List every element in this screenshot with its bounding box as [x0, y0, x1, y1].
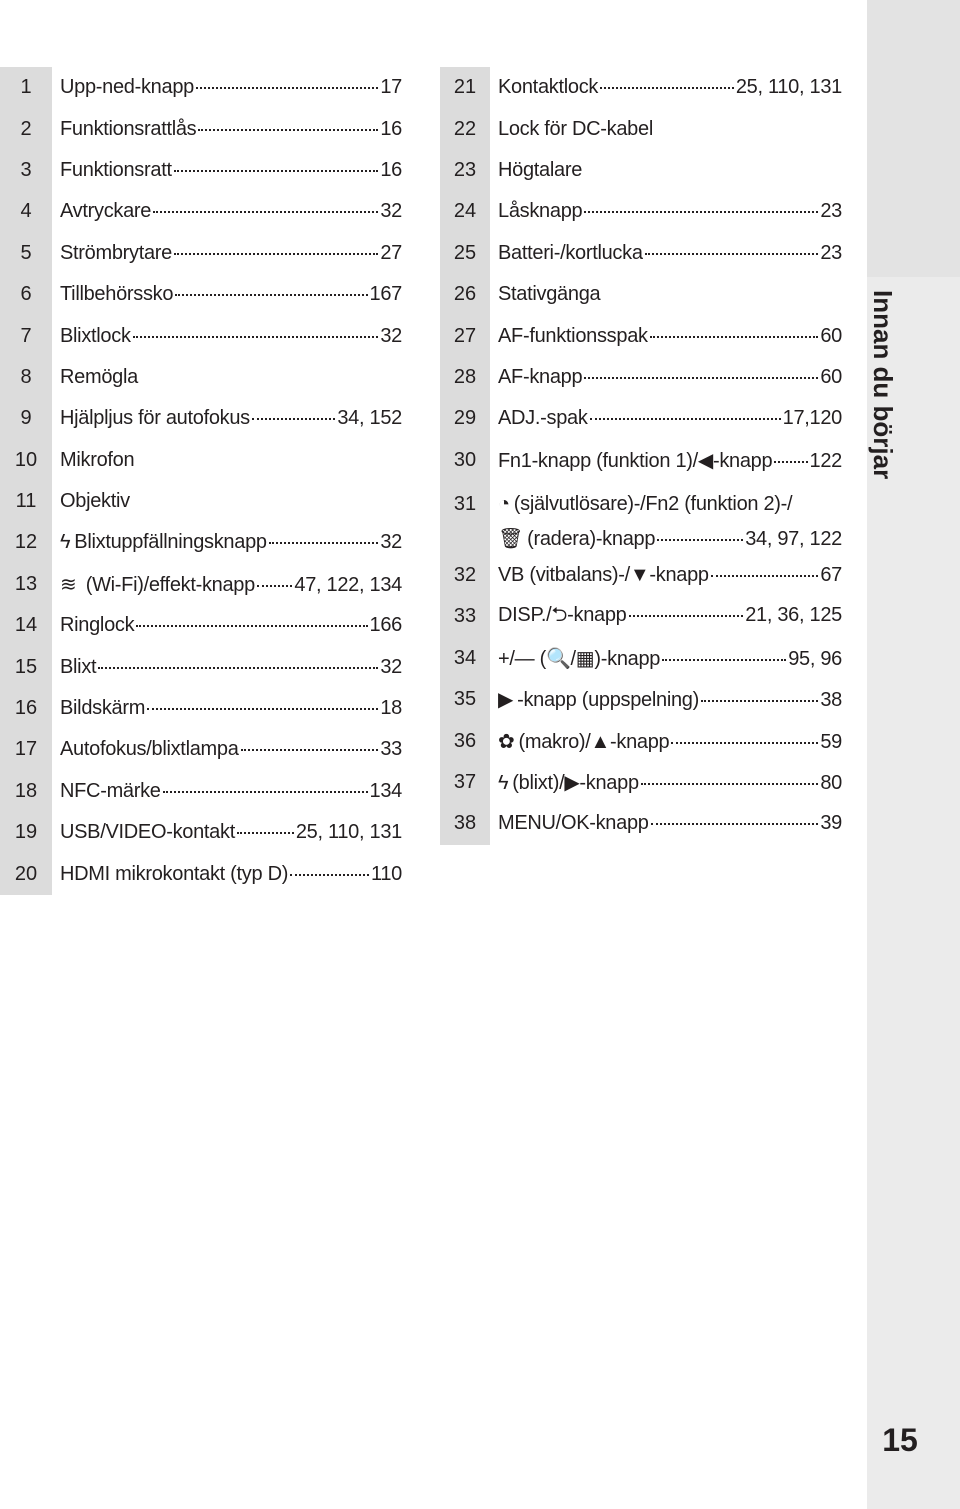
list-item — [440, 191, 860, 232]
item-number: 3 — [20, 158, 32, 181]
item-number: 11 — [15, 490, 37, 513]
leader-dots — [629, 615, 744, 617]
item-label — [60, 159, 172, 182]
item-entry — [490, 242, 860, 265]
item-number: 35 — [453, 688, 477, 711]
item-label — [60, 738, 239, 761]
item-label — [498, 770, 639, 795]
item-label-text: Funktionsrattlås — [60, 117, 197, 140]
list-item — [440, 274, 860, 315]
list-item — [0, 605, 420, 646]
item-label — [498, 448, 772, 473]
list-item — [0, 108, 420, 149]
page-reference: 18 — [380, 697, 402, 720]
item-label — [60, 366, 138, 389]
leader-dots — [198, 129, 378, 131]
item-entry — [490, 76, 860, 99]
list-item — [440, 233, 860, 274]
item-entry — [490, 770, 860, 795]
item-label — [60, 697, 145, 720]
item-label — [498, 812, 649, 835]
item-number: 18 — [14, 779, 38, 802]
item-number: 9 — [20, 407, 32, 430]
item-entry — [52, 366, 420, 389]
item-entry — [490, 687, 860, 712]
item-entry — [490, 564, 860, 587]
item-number: 6 — [20, 283, 32, 306]
list-item — [0, 812, 420, 853]
item-number: 13 — [14, 572, 38, 595]
item-entry — [490, 729, 860, 754]
page-reference: 32 — [380, 531, 402, 554]
item-label-text: ADJ.-spak — [498, 407, 588, 430]
list-item — [0, 646, 420, 687]
item-number: 10 — [14, 448, 38, 471]
item-label — [498, 283, 600, 306]
item-label-text: HDMI mikrokontakt (typ D) — [60, 862, 289, 885]
item-label — [60, 325, 131, 348]
item-number: 16 — [14, 697, 38, 720]
item-label-text: Strömbrytare — [60, 241, 172, 264]
item-label-text: Blixtlock — [60, 324, 131, 347]
page-reference: 110 — [371, 862, 402, 885]
item-entry — [52, 159, 420, 182]
item-label — [498, 729, 669, 754]
item-number: 33 — [453, 605, 477, 628]
trash-icon: 🗑 — [498, 527, 524, 550]
page-reference: 16 — [380, 117, 402, 140]
item-label-text: DISP./⮌-knapp — [498, 603, 627, 626]
list-item — [440, 679, 860, 720]
item-number: 28 — [453, 365, 477, 388]
list-item — [440, 596, 860, 637]
list-item — [0, 729, 420, 770]
item-label-text: Batteri-/kortlucka — [498, 241, 643, 264]
list-item — [440, 357, 860, 398]
item-label — [60, 490, 130, 513]
list-item — [440, 440, 860, 481]
leader-dots — [133, 336, 379, 338]
item-number: 38 — [453, 812, 477, 835]
page-reference: 67 — [820, 564, 842, 587]
item-label — [60, 242, 172, 265]
item-label-text: Autofokus/blixtlampa — [60, 738, 239, 761]
item-label-text: Tillbehörssko — [60, 283, 174, 306]
item-label — [60, 821, 235, 844]
leader-dots — [136, 625, 367, 627]
item-number: 34 — [453, 646, 477, 669]
leader-dots — [711, 575, 819, 577]
item-label — [60, 118, 196, 141]
item-label — [60, 531, 267, 554]
leader-dots — [237, 832, 294, 834]
list-item — [0, 522, 420, 563]
page-reference: 34, 152 — [337, 407, 402, 430]
item-icon: ≋ — [60, 573, 77, 596]
leader-dots — [584, 377, 818, 379]
list-item — [0, 67, 420, 108]
item-label — [60, 76, 194, 99]
item-entry — [490, 366, 860, 389]
item-label — [60, 780, 161, 803]
page-reference: 16 — [380, 158, 402, 181]
item-label — [60, 200, 151, 223]
list-item — [0, 150, 420, 191]
page-reference: 60 — [820, 365, 842, 388]
item-label — [498, 325, 648, 348]
item-label-text: Funktionsratt — [60, 158, 172, 181]
leader-dots — [590, 418, 781, 420]
item-label — [60, 449, 134, 472]
item-number: 27 — [453, 324, 477, 347]
item-entry — [52, 283, 420, 306]
item-entry — [52, 118, 420, 141]
item-label-text: Objektiv — [60, 490, 130, 513]
page-reference: 34, 97, 122 — [745, 527, 842, 550]
leader-dots — [290, 874, 369, 876]
item-entry — [52, 490, 420, 513]
item-number: 36 — [453, 729, 477, 752]
item-entry — [52, 200, 420, 223]
item-number: 5 — [20, 241, 32, 264]
item-label-text: Avtryckare — [60, 200, 152, 223]
parts-list-left — [0, 67, 420, 895]
page-reference: 25, 110, 131 — [295, 821, 402, 844]
item-number: 23 — [453, 158, 477, 181]
page-reference: 80 — [820, 772, 842, 795]
parts-list-right — [440, 67, 860, 845]
item-label — [498, 646, 660, 671]
item-label — [498, 526, 655, 551]
page-reference: 23 — [820, 241, 842, 264]
item-label-text: Bildskärm — [60, 697, 146, 720]
item-label — [60, 407, 250, 430]
item-label — [498, 118, 653, 141]
page-reference: 21, 36, 125 — [745, 603, 842, 626]
item-entry — [490, 200, 860, 223]
item-entry — [52, 407, 420, 430]
leader-dots — [774, 461, 807, 463]
item-label — [498, 493, 792, 516]
item-number: 22 — [453, 117, 477, 140]
item-icon: ϟ — [60, 531, 71, 554]
list-item — [0, 564, 420, 605]
timer-icon: ◔ — [498, 492, 510, 515]
list-item — [440, 315, 860, 356]
leader-dots — [662, 659, 786, 661]
page-reference: 17,120 — [782, 407, 842, 430]
item-label-text: AF-knapp — [498, 365, 583, 388]
list-item — [440, 720, 860, 761]
leader-dots — [600, 87, 734, 89]
list-item — [0, 398, 420, 439]
item-entry — [52, 614, 420, 637]
item-number: 8 — [20, 365, 32, 388]
page-reference: 39 — [820, 812, 842, 835]
item-label — [498, 366, 582, 389]
item-entry — [490, 325, 860, 348]
item-entry — [52, 821, 420, 844]
item-entry — [52, 738, 420, 761]
leader-dots — [174, 170, 379, 172]
item-label — [498, 600, 627, 634]
leader-dots — [269, 542, 379, 544]
list-item — [440, 67, 860, 108]
item-entry — [52, 697, 420, 720]
item-entry — [52, 242, 420, 265]
page-reference: 23 — [820, 200, 842, 223]
item-label — [498, 564, 709, 587]
item-number: 29 — [453, 407, 477, 430]
list-item — [0, 274, 420, 315]
leader-dots — [241, 749, 379, 751]
leader-dots — [645, 253, 819, 255]
item-entry — [52, 572, 420, 597]
leader-dots — [98, 667, 378, 669]
page-number: 15 — [882, 1422, 918, 1458]
item-label-text: NFC-märke — [60, 779, 161, 802]
item-icon: ϟ — [498, 772, 509, 795]
item-label-text: Upp-ned-knapp — [60, 76, 194, 99]
leader-dots — [175, 294, 367, 296]
page-reference: 27 — [380, 241, 402, 264]
page-reference: 122 — [809, 449, 842, 472]
item-label-text: (makro)/▲-knapp — [518, 730, 670, 753]
item-entry — [490, 600, 860, 634]
item-label-text: (blixt)/▶-knapp — [512, 772, 639, 795]
item-label — [498, 76, 598, 99]
list-item — [0, 481, 420, 522]
list-item — [440, 762, 860, 803]
item-label-text: MENU/OK-knapp — [498, 812, 649, 835]
item-label-text: Kontaktlock — [498, 76, 599, 99]
item-number: 17 — [14, 738, 38, 761]
item-label-text: -knapp (uppspelning) — [517, 689, 699, 712]
item-label-text: +/— (🔍/▦)-knapp — [498, 647, 661, 670]
item-label-text: VB (vitbalans)-/▼-knapp — [498, 564, 709, 587]
list-item — [440, 108, 860, 149]
leader-dots — [174, 253, 378, 255]
list-item — [0, 357, 420, 398]
page-reference: 166 — [369, 614, 402, 637]
list-item — [440, 150, 860, 191]
page-reference: 32 — [380, 200, 402, 223]
page-reference: 17 — [380, 76, 402, 99]
list-item — [0, 233, 420, 274]
item-number: 21 — [453, 76, 477, 99]
item-label — [60, 863, 288, 886]
item-number: 20 — [14, 862, 38, 885]
item-label-text: AF-funktionsspak — [498, 324, 648, 347]
item-entry — [490, 283, 860, 306]
item-number: 30 — [453, 448, 477, 471]
list-item — [440, 555, 860, 596]
page-reference: 47, 122, 134 — [294, 573, 402, 596]
leader-dots — [641, 783, 819, 785]
page-reference: 25, 110, 131 — [735, 76, 842, 99]
item-number: 19 — [14, 821, 38, 844]
list-item — [440, 398, 860, 439]
item-label-text: (Wi-Fi)/effekt-knapp — [80, 573, 255, 596]
leader-dots — [701, 700, 818, 702]
item-label — [60, 614, 134, 637]
item-icon: ▶ — [498, 689, 514, 712]
item-label-text: Fn1-knapp (funktion 1)/◀-knapp — [498, 449, 773, 472]
item-label-text: (självutlösare)-/Fn2 (funktion 2)-/ — [513, 492, 793, 515]
item-entry — [490, 407, 860, 430]
item-label — [498, 200, 582, 223]
page-reference: 32 — [380, 324, 402, 347]
item-number: 4 — [20, 200, 32, 223]
item-label-text: USB/VIDEO-kontakt — [60, 821, 235, 844]
list-item — [0, 191, 420, 232]
item-label-text: Stativgänga — [498, 283, 601, 306]
item-label — [498, 687, 699, 712]
item-number: 24 — [453, 200, 477, 223]
item-label-text: Mikrofon — [60, 448, 135, 471]
item-number: 31 — [453, 492, 477, 515]
item-icon: ✿ — [498, 730, 515, 753]
item-number: 32 — [453, 564, 477, 587]
leader-dots — [650, 336, 819, 338]
page-reference: 95, 96 — [788, 647, 842, 670]
item-number: 26 — [453, 283, 477, 306]
item-entry — [490, 481, 860, 559]
item-entry — [52, 76, 420, 99]
item-entry — [490, 448, 860, 473]
page-reference: 167 — [369, 283, 402, 306]
item-number: 2 — [20, 117, 32, 140]
item-label-text: Remögla — [60, 365, 138, 388]
item-label — [498, 159, 582, 182]
item-entry — [52, 325, 420, 348]
item-entry — [490, 812, 860, 835]
leader-dots — [584, 211, 818, 213]
leader-dots — [163, 791, 368, 793]
item-label — [60, 283, 173, 306]
item-label-text: Högtalare — [498, 158, 583, 181]
item-entry — [490, 118, 860, 141]
item-label — [498, 242, 643, 265]
leader-dots — [196, 87, 378, 89]
list-item — [0, 315, 420, 356]
list-item — [440, 638, 860, 679]
item-label-text: Hjälpljus för autofokus — [60, 407, 250, 430]
item-label — [60, 572, 255, 597]
page-reference: 33 — [380, 738, 402, 761]
item-label — [498, 407, 588, 430]
item-line — [498, 493, 860, 526]
leader-dots — [147, 708, 378, 710]
item-number: 25 — [453, 241, 477, 264]
list-item — [0, 440, 420, 481]
item-label-text: Ringlock — [60, 614, 135, 637]
page-reference: 60 — [820, 324, 842, 347]
item-label-text: Låsknapp — [498, 200, 583, 223]
page-reference: 134 — [369, 779, 402, 802]
item-label-text: Lock för DC-kabel — [498, 117, 653, 140]
item-entry — [52, 863, 420, 886]
item-entry — [52, 656, 420, 679]
leader-dots — [153, 211, 378, 213]
leader-dots — [671, 742, 818, 744]
item-number: 12 — [14, 531, 38, 554]
item-entry — [52, 531, 420, 554]
side-tab-label: Innan du börjar — [868, 290, 898, 480]
list-item — [0, 853, 420, 894]
item-entry — [52, 780, 420, 803]
item-entry — [490, 159, 860, 182]
item-number: 7 — [20, 324, 32, 347]
item-entry — [52, 449, 420, 472]
item-label-text: Blixt — [60, 655, 97, 678]
item-label-text: Blixtuppfällningsknapp — [74, 531, 267, 554]
list-item — [0, 688, 420, 729]
leader-dots — [651, 823, 819, 825]
item-number: 15 — [14, 655, 38, 678]
page-reference: 32 — [380, 655, 402, 678]
leader-dots — [657, 539, 743, 541]
item-entry — [490, 646, 860, 671]
item-number: 1 — [20, 76, 32, 99]
list-item — [0, 771, 420, 812]
list-item — [440, 481, 860, 555]
item-number: 37 — [453, 771, 477, 794]
page-reference: 59 — [820, 730, 842, 753]
page-reference: 38 — [820, 689, 842, 712]
list-item — [440, 803, 860, 844]
leader-dots — [257, 585, 292, 587]
item-label — [60, 656, 96, 679]
item-label-text: (radera)-knapp — [527, 527, 656, 550]
leader-dots — [252, 418, 335, 420]
item-number: 14 — [14, 614, 38, 637]
